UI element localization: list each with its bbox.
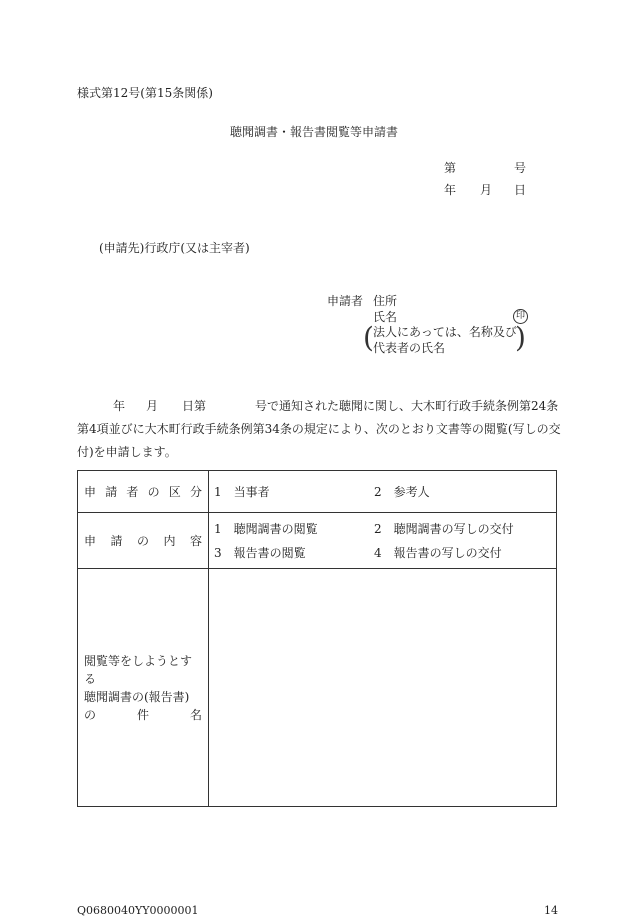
form-number: 様式第12号(第15条関係) <box>77 86 213 100</box>
body-day-dai: 日第 <box>182 399 207 413</box>
application-content-label: 申 請 の 内 容 <box>78 513 209 569</box>
applicant-category-label: 申 請 者 の 区 分 <box>78 471 209 513</box>
body-line3: 付)を申請します。 <box>77 445 177 459</box>
row-applicant-category <box>78 471 557 513</box>
doc-number-go: 号 <box>514 161 527 175</box>
application-content-options <box>209 513 557 569</box>
note-close-paren: ) <box>515 321 526 354</box>
document-title: 聴聞調書・報告書閲覧等申請書 <box>230 125 399 139</box>
body-month: 月 <box>146 399 159 413</box>
applicant-category-options <box>209 471 557 513</box>
date-month: 月 <box>480 183 493 197</box>
application-table <box>77 470 557 807</box>
body-line2: 第4項並びに大木町行政手続条例第34条の規定により、次のとおり文書等の閲覧(写しの交 <box>77 422 561 436</box>
address-label: 住所 <box>373 294 398 308</box>
option-party[interactable]: 1 当事者 <box>214 484 270 499</box>
page-number: 14 <box>544 904 558 917</box>
name-label: 氏名 <box>373 310 398 324</box>
body-line1-rest: 号で通知された聴聞に関し、大木町行政手続条例第24条 <box>255 399 559 413</box>
applicant-label: 申請者 <box>327 294 364 308</box>
footer-code: Q0680040YY0000001 <box>77 904 199 917</box>
body-year: 年 <box>113 399 126 413</box>
date-day: 日 <box>514 183 527 197</box>
subject-input-area[interactable] <box>209 569 557 807</box>
option-view-report[interactable]: 3 報告書の閲覧 <box>214 545 306 560</box>
note-open-paren: ( <box>363 321 374 354</box>
applicant-note-line1: 法人にあっては、名称及び <box>373 325 517 339</box>
subject-label: 閲覧等をしようとする 聴聞調書の(報告書) の 件 名 <box>78 569 209 807</box>
row-application-content <box>78 513 557 569</box>
doc-number-dai: 第 <box>444 161 457 175</box>
date-year: 年 <box>444 183 457 197</box>
row-subject <box>78 569 557 807</box>
option-witness[interactable]: 2 参考人 <box>374 484 430 499</box>
recipient: (申請先)行政庁(又は主宰者) <box>99 241 250 255</box>
seal-mark: 印 <box>513 309 528 324</box>
applicant-note-line2: 代表者の氏名 <box>373 341 446 355</box>
option-copy-hearing-record[interactable]: 2 聴聞調書の写しの交付 <box>374 521 514 536</box>
option-view-hearing-record[interactable]: 1 聴聞調書の閲覧 <box>214 521 318 536</box>
option-copy-report[interactable]: 4 報告書の写しの交付 <box>374 545 502 560</box>
